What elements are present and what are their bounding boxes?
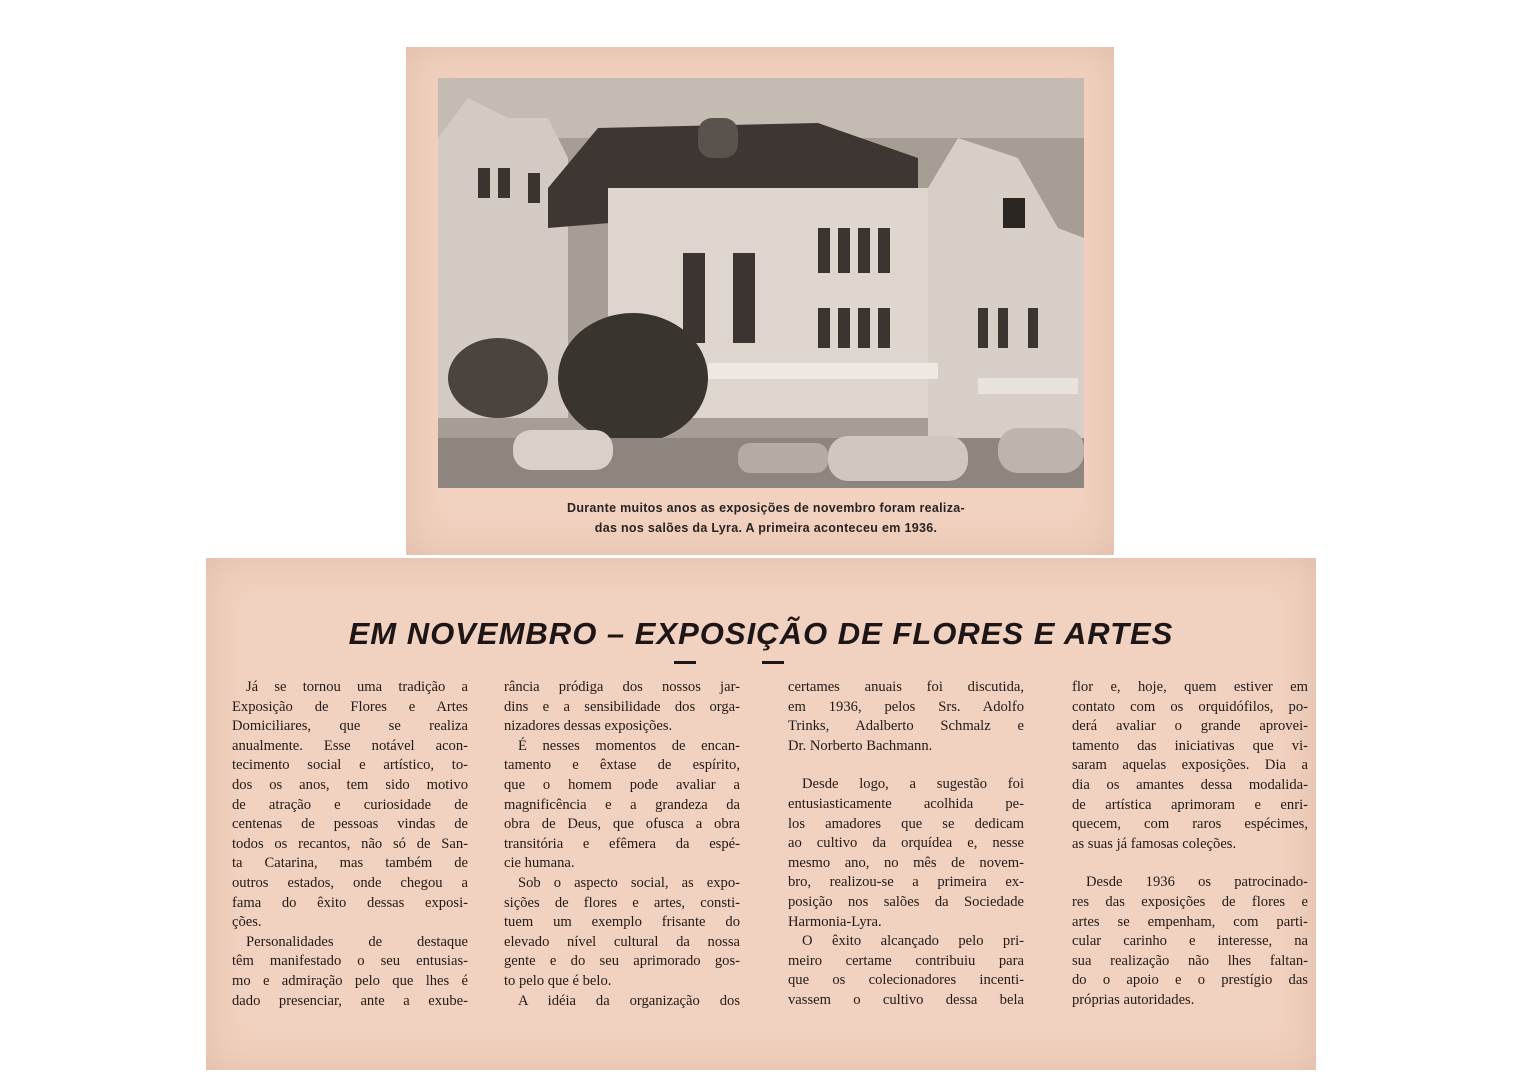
text-line: Já se tornou uma tradição a	[246, 679, 468, 695]
text-line: Dr. Norberto Bachmann.	[788, 737, 933, 754]
caption-line: das nos salões da Lyra. A primeira aconteceu em 1936.	[594, 521, 938, 535]
text-line: gente e do seu aprimorado gos-	[504, 953, 740, 970]
text-line: sições de flores e artes, consti-	[504, 894, 740, 911]
text-line: entusiasticamente acolhida pe-	[788, 795, 1024, 812]
photo-clipping	[406, 47, 1114, 555]
text-line: têm manifestado o seu entusias-	[232, 953, 468, 970]
text-line: que o homem pode avaliar a	[504, 776, 740, 793]
text-line: cie humana.	[504, 855, 575, 872]
photo-caption	[516, 498, 1016, 538]
text-line: magnificência e a grandeza da	[504, 796, 740, 813]
text-line: ao cultivo da orquídea e, nesse	[788, 835, 1024, 852]
text-line: todos os recantos, não só de San-	[232, 835, 468, 852]
text-line: centenas de pessoas vindas de	[232, 816, 468, 833]
text-line: Sob o aspecto social, as expo-	[518, 874, 740, 891]
text-line: ta Catarina, mas também de	[232, 855, 468, 872]
text-line: A idéia da organização dos	[518, 992, 740, 1009]
text-line: cular carinho e interesse, na	[1072, 933, 1308, 950]
text-line: flor e, hoje, quem estiver em	[1072, 679, 1308, 695]
text-line: as suas já famosas coleções.	[1072, 835, 1237, 852]
article-column-4	[1072, 678, 1308, 1011]
text-line: mesmo ano, no mês de novem-	[788, 854, 1024, 871]
text-line: artes se empenham, com parti-	[1072, 913, 1308, 930]
paragraph-gap	[1072, 854, 1308, 873]
text-line: fama do êxito dessas exposi-	[232, 894, 468, 911]
text-line: obra de Deus, que ofusca a obra	[504, 816, 740, 833]
caption-line: Durante muitos anos as exposições de novembro foram realiza-	[567, 501, 965, 515]
text-line: Desde 1936 os patrocinado-	[1086, 874, 1308, 891]
text-line: Exposição de Flores e Artes	[232, 698, 468, 715]
headline-rule	[762, 661, 784, 664]
text-line: do o apoio e o prestígio das	[1072, 972, 1308, 989]
text-line: de artística aprimoram e enri-	[1072, 796, 1308, 813]
text-line: los amadores que se dedicam	[788, 815, 1024, 832]
article-column-3	[788, 678, 1024, 1011]
text-line: sua realização não lhes faltan-	[1072, 952, 1308, 969]
text-line: Personalidades de destaque	[246, 933, 468, 950]
text-line: elevado nível cultural da nossa	[504, 933, 740, 950]
text-line: nizadores dessas exposições.	[504, 718, 673, 735]
article-column-2	[504, 678, 740, 1011]
paragraph-gap	[788, 756, 1024, 775]
text-line: O êxito alcançado pelo pri-	[802, 933, 1024, 950]
text-line: anualmente. Esse notável acon-	[232, 737, 468, 754]
text-line: tamento das iniciativas que vi-	[1072, 737, 1308, 754]
text-line: Trinks, Adalberto Schmalz e	[788, 718, 1024, 735]
text-line: transitória e efêmera da espé-	[504, 835, 740, 852]
article-clipping	[206, 558, 1316, 1070]
building-photo-image	[438, 78, 1084, 488]
text-line: Harmonia-Lyra.	[788, 913, 882, 930]
text-line: bro, realizou-se a primeira ex-	[788, 874, 1024, 891]
building-photo	[438, 78, 1084, 488]
text-line: outros estados, onde chegou a	[232, 874, 468, 891]
text-line: em 1936, pelos Srs. Adolfo	[788, 698, 1024, 715]
article-headline: EM NOVEMBRO – EXPOSIÇÃO DE FLORES E ARTES	[348, 616, 1174, 651]
text-line: to pelo que é belo.	[504, 972, 612, 989]
headline-rule	[674, 661, 696, 664]
text-line: contato com os orquidófilos, po-	[1072, 698, 1308, 715]
text-line: É nesses momentos de encan-	[518, 737, 740, 754]
text-line: dos os anos, tem sido motivo	[232, 776, 468, 793]
text-line: próprias autoridades.	[1072, 991, 1195, 1008]
text-line: mo e admiração pelo que lhes é	[232, 972, 468, 989]
text-line: dado presenciar, ante a exube-	[232, 992, 468, 1009]
text-line: de atração e curiosidade de	[232, 796, 468, 813]
text-line: saram aquelas exposições. Dia a	[1072, 757, 1308, 774]
text-line: derá avaliar o grande aprovei-	[1072, 718, 1308, 735]
text-line: quecem, com raros espécimes,	[1072, 816, 1308, 833]
text-line: Desde logo, a sugestão foi	[802, 776, 1024, 793]
text-line: vassem o cultivo dessa bela	[788, 991, 1024, 1008]
text-line: dins e a sensibilidade dos orga-	[504, 698, 740, 715]
text-line: certames anuais foi discutida,	[788, 679, 1024, 695]
text-line: ções.	[232, 914, 262, 931]
text-line: tamento e êxtase de espírito,	[504, 757, 740, 774]
text-line: res das exposições de flores e	[1072, 893, 1308, 910]
text-line: Domiciliares, que se realiza	[232, 718, 468, 735]
text-line: dia os amantes dessa modalida-	[1072, 776, 1308, 793]
text-line: que os colecionadores incenti-	[788, 972, 1024, 989]
text-line: posição nos salões da Sociedade	[788, 893, 1024, 910]
article-column-1	[232, 678, 468, 1011]
text-line: rância pródiga dos nossos jar-	[504, 679, 740, 695]
text-line: meiro certame contribuiu para	[788, 952, 1024, 969]
text-line: tecimento social e artístico, to-	[232, 757, 468, 774]
text-line: tuem um exemplo frisante do	[504, 914, 740, 931]
